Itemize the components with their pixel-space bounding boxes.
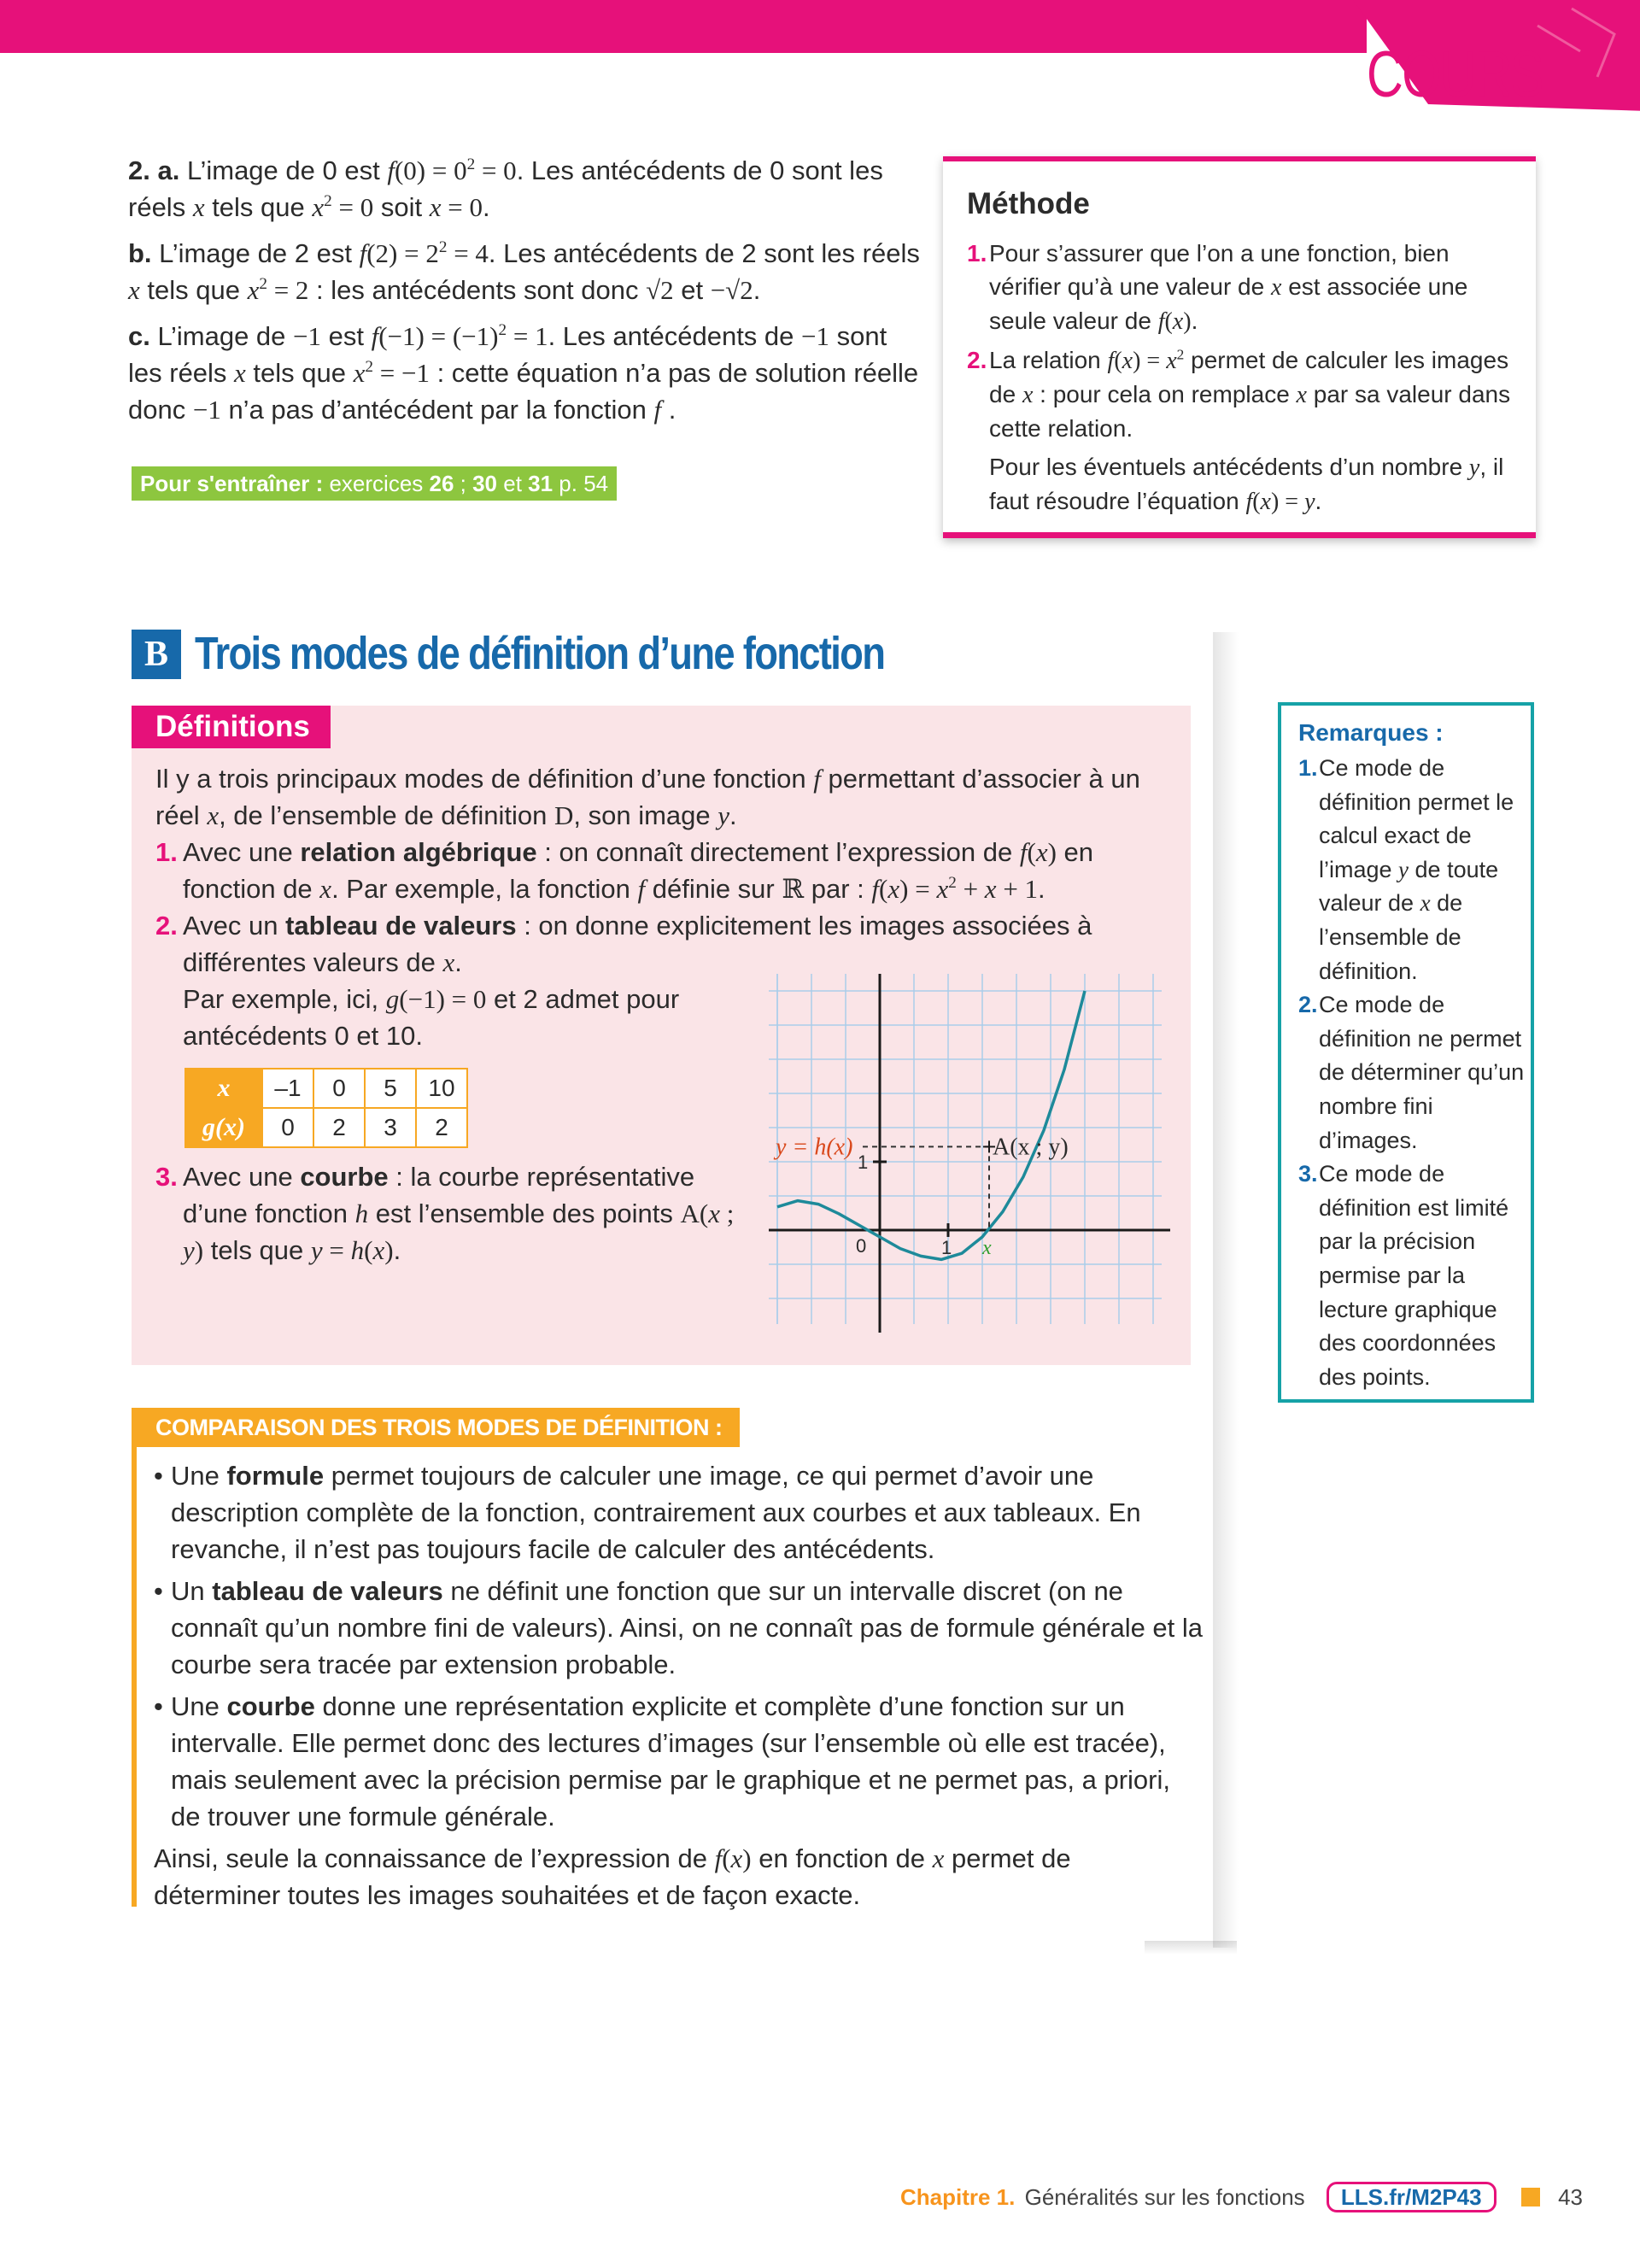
table-cell: 0 bbox=[262, 1108, 313, 1147]
method-title: Méthode bbox=[967, 187, 1090, 220]
table-cell: 5 bbox=[365, 1069, 416, 1108]
remarks-box bbox=[1278, 702, 1534, 1403]
definitions-tag: Définitions bbox=[132, 706, 331, 748]
table-row bbox=[185, 1108, 467, 1147]
table-cell: 2 bbox=[313, 1108, 365, 1147]
footer-square-icon bbox=[1521, 2188, 1540, 2206]
table-cell: 3 bbox=[365, 1108, 416, 1147]
remark-2: 2. Ce mode de définition ne permet de déterminer qu’un nombre fini d’images. bbox=[1298, 992, 1525, 1153]
page-number: 43 bbox=[1558, 2184, 1583, 2210]
answer-c: c. L’image de −1 est $f(-1) = (-1)^2 = 1$. Les antécédents de −1 sont les réels x tels que $x^2 = -1$ : cette équation n’a pas de solution réelle donc −1 n’a pas d’antécédent par la fonction f . bbox=[128, 321, 919, 425]
table-row bbox=[185, 1069, 467, 1108]
definition-item-1: 1. Avec une relation algébrique : on connaît directement l’expression de f(x) en fonction de x. Par exemple, la fonction f définie sur ℝ par : $f(x) = x^2 + x + 1$. bbox=[155, 837, 1094, 904]
answer-a: 2. a. L’image de 0 est $f(0) = 0^2 = 0$. Les antécédents de 0 sont les réels x tels que $x^2 = 0$ soit x = 0. bbox=[128, 155, 883, 222]
header-band bbox=[0, 0, 1367, 53]
definition-item-3: 3. Avec une courbe : la courbe représentative d’une fonction h est l’ensemble des points A(x ; y) tels que y = h(x). bbox=[155, 1162, 735, 1265]
table-cell: 10 bbox=[416, 1069, 467, 1108]
chapter-number: Chapitre 1. bbox=[900, 2184, 1016, 2210]
table-header-x: x bbox=[185, 1069, 262, 1108]
method-item-1: 1. Pour s’assurer que l’on a une fonction, bien vérifier qu’à une valeur de x est associée une seule valeur de f(x). bbox=[967, 240, 1468, 335]
table-header-g: g(x) bbox=[185, 1108, 262, 1147]
x-point-label: x bbox=[982, 1237, 992, 1259]
value-table bbox=[184, 1068, 468, 1148]
comparison-bullet-table: • Un tableau de valeurs ne définit une fonction que sur un intervalle discret (on ne connaît qu’un nombre fini de valeurs). Ainsi, on ne connaît pas de formule générale et la courbe sera tracée par extension probable. bbox=[154, 1573, 1204, 1683]
origin-label: 0 bbox=[856, 1235, 867, 1257]
comparison-bullet-formula: • Une formule permet toujours de calculer une image, ce qui permet d’avoir une description complète de la fonction, contrairement aux courbes et aux tableaux. En revanche, il n’est pas toujours facile de calculer des antécédents. bbox=[154, 1457, 1204, 1568]
method-body bbox=[967, 237, 1522, 524]
table-cell: 2 bbox=[416, 1108, 467, 1147]
table-cell: –1 bbox=[262, 1069, 313, 1108]
method-box bbox=[943, 156, 1536, 538]
lls-link[interactable]: LLS.fr/M2P43 bbox=[1327, 2182, 1496, 2212]
section-shadow bbox=[1213, 632, 1239, 1948]
method-item-2: 2. La relation $f(x) = x^2$ permet de calculer les images de x : pour cela on remplace x par sa valeur dans cette relation. bbox=[967, 346, 1511, 442]
point-a-label: A(x ; y) bbox=[993, 1134, 1069, 1161]
practice-link[interactable]: Pour s'entraîner : exercices 26 ; 30 et 31 p. 54 bbox=[132, 466, 617, 501]
comparison-text bbox=[154, 1457, 1204, 1913]
definition-item-2-example: Par exemple, ici, g(−1) = 0 et 2 admet pour antécédents 0 et 10. bbox=[183, 984, 680, 1051]
section-shadow-bottom bbox=[1145, 1941, 1237, 1954]
remark-1: 1. Ce mode de définition permet le calcul exact de l’image y de toute valeur de x de l’ensemble de définition. bbox=[1298, 755, 1514, 984]
chapter-title: Généralités sur les fonctions bbox=[1024, 2184, 1305, 2210]
comparison-bullet-curve: • Une courbe donne une représentation explicite et complète d’une fonction sur un intervalle. Elle permet donc des lectures d’images (sur l’ensemble où elle est tracée), mais seulement avec la précision permise par le graphique et ne permet pas, a priori, de trouver une formule générale. bbox=[154, 1688, 1204, 1835]
method-item-3: Pour les éventuels antécédents d’un nombre y, il faut résoudre l’équation f(x) = y. bbox=[989, 454, 1504, 515]
remark-3: 3. Ce mode de définition est limité par la précision permise par la lecture graphique des coordonnées des points. bbox=[1298, 1161, 1509, 1390]
page-section-title: COURS bbox=[1367, 38, 1543, 111]
comparison-conclusion: Ainsi, seule la connaissance de l’expression de f(x) en fonction de x permet de déterminer toutes les images souhaitées et de façon exacte. bbox=[154, 1843, 1071, 1910]
example-answers bbox=[128, 152, 922, 437]
section-title: Trois modes de définition d’une fonction bbox=[195, 628, 885, 679]
y-equals-label: y = h(x) bbox=[776, 1134, 853, 1161]
x-tick-label: 1 bbox=[941, 1237, 952, 1258]
section-letter-badge: B bbox=[132, 630, 181, 679]
remarks-title: Remarques : bbox=[1298, 719, 1444, 746]
y-tick-label: 1 bbox=[858, 1152, 869, 1173]
function-curve bbox=[777, 991, 1085, 1259]
definition-item-2: 2. Avec un tableau de valeurs : on donne explicitement les images associées à différentes valeurs de x. bbox=[155, 911, 1092, 977]
remarks-body bbox=[1298, 752, 1525, 1394]
definitions-intro: Il y a trois principaux modes de définition d’une fonction f permettant d’associer à un réel x, de l’ensemble de définition D, son image y. bbox=[155, 764, 1140, 830]
comparison-bar bbox=[132, 1447, 137, 1907]
comparison-tag: COMPARAISON DES TROIS MODES DE DÉFINITION : bbox=[132, 1408, 740, 1447]
page-footer bbox=[900, 2180, 1583, 2214]
table-cell: 0 bbox=[313, 1069, 365, 1108]
function-graph bbox=[769, 974, 1179, 1341]
answer-b: b. L’image de 2 est $f(2) = 2^2 = 4$. Les antécédents de 2 sont les réels x tels que $x^2 = 2$ : les antécédents sont donc √2 et −√2. bbox=[128, 238, 920, 305]
